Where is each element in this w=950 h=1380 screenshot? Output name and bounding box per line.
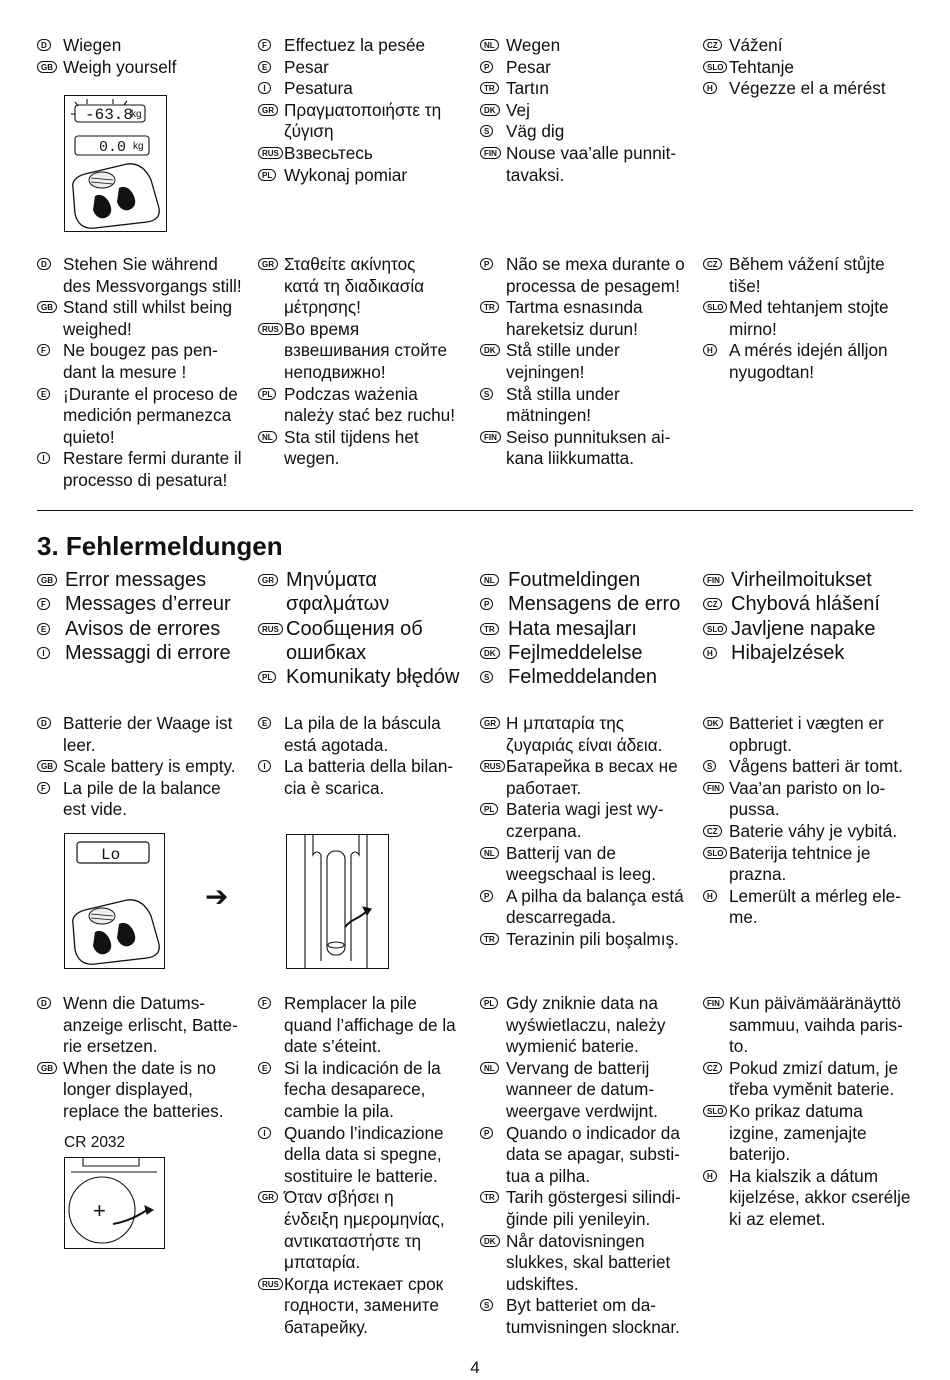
entry-text: Weigh yourself — [63, 56, 177, 77]
language-entry — [480, 1231, 698, 1296]
language-code-badge: H — [703, 82, 717, 94]
language-entry — [480, 121, 695, 143]
s1-col4 — [703, 35, 918, 100]
page-number: 4 — [470, 1358, 480, 1377]
language-entry — [703, 1101, 921, 1166]
language-code-badge: DK — [480, 647, 500, 659]
coin-cell-figure — [64, 1157, 165, 1249]
language-code-badge: FIN — [703, 997, 724, 1009]
language-entry — [258, 1058, 476, 1123]
language-code-badge: F — [37, 782, 50, 794]
s3-col2 — [258, 568, 476, 689]
language-entry — [258, 713, 476, 756]
language-entry — [703, 1166, 921, 1231]
language-entry — [480, 254, 698, 297]
language-entry — [480, 617, 698, 641]
language-entry — [37, 778, 255, 821]
language-code-badge: H — [703, 647, 717, 659]
entry-text: La pile de la balance est vide. — [63, 777, 221, 820]
language-entry — [703, 886, 921, 929]
entry-text: Během vážení stůjte tiše! — [729, 254, 885, 296]
language-code-badge: F — [258, 997, 271, 1009]
entry-text: Bateria wagi jest wy- czerpana. — [506, 799, 664, 841]
entry-text: Hibajelzések — [731, 641, 845, 664]
entry-text: Sta stil tijdens het wegen. — [284, 426, 419, 469]
language-entry — [703, 617, 921, 641]
language-code-badge: I — [258, 82, 271, 94]
s2-col1 — [37, 254, 255, 492]
language-code-badge: P — [480, 61, 493, 73]
entry-text: Ha kialszik a dátum kijelzése, akkor cserélje ki az elemet. — [729, 1165, 911, 1229]
language-code-badge: D — [37, 717, 51, 729]
s1-col1 — [37, 35, 252, 78]
entry-text: Σταθείτε ακίνητος κατά τη διαδικασία μέτρησης! — [284, 254, 425, 318]
arrow-right-icon: ➔ — [205, 881, 229, 912]
entry-text: Batterie der Waage ist leer. — [63, 713, 233, 755]
language-entry — [258, 1274, 476, 1339]
entry-text: Stehen Sie während des Messvorgangs still! — [63, 254, 242, 296]
s3-col3 — [480, 568, 698, 689]
entry-text: Pesar — [506, 56, 551, 77]
entry-text: Med tehtanjem stojte mirno! — [729, 297, 889, 339]
language-entry — [258, 756, 476, 799]
language-entry — [480, 57, 695, 79]
language-entry — [703, 993, 921, 1058]
language-code-badge: P — [480, 890, 493, 902]
plus-icon: + — [93, 1198, 106, 1223]
language-entry — [703, 568, 921, 592]
language-code-badge: GR — [258, 1191, 278, 1203]
language-entry — [703, 340, 921, 383]
language-code-badge: NL — [480, 1062, 499, 1074]
language-code-badge: DK — [703, 717, 723, 729]
language-entry — [480, 384, 698, 427]
s2-col3 — [480, 254, 698, 470]
language-code-badge: P — [480, 258, 493, 270]
language-code-badge: E — [37, 388, 50, 400]
entry-text: Quando o indicador da data se apagar, substi- tua a pilha. — [506, 1122, 680, 1186]
language-code-badge: CZ — [703, 825, 722, 837]
language-entry — [703, 778, 921, 821]
language-code-badge: SLO — [703, 61, 727, 73]
language-code-badge: PL — [258, 388, 276, 400]
language-code-badge: H — [703, 1170, 717, 1182]
language-entry — [703, 78, 918, 100]
s4-col1 — [37, 713, 255, 821]
language-code-badge: GR — [258, 258, 278, 270]
language-code-badge: GR — [258, 104, 278, 116]
entry-text: A mérés idején álljon nyugodtan! — [729, 340, 888, 382]
language-code-badge: FIN — [480, 147, 501, 159]
language-code-badge: S — [703, 760, 716, 772]
language-entry — [480, 713, 698, 756]
language-entry — [480, 78, 695, 100]
language-entry — [258, 143, 473, 165]
entry-text: Tehtanje — [729, 56, 794, 77]
entry-text: Μηνύματα σφαλμάτων — [286, 569, 390, 616]
entry-text: Stå stilla under mätningen! — [506, 383, 620, 426]
entry-text: Väg dig — [506, 121, 565, 142]
language-code-badge: NL — [480, 847, 499, 859]
entry-text: Vaa’an paristo on lo- pussa. — [729, 777, 886, 820]
language-entry — [480, 1058, 698, 1123]
language-entry — [37, 384, 255, 449]
language-entry — [480, 143, 695, 186]
language-code-badge: E — [258, 717, 271, 729]
entry-text: Nouse vaa’alle punnit- tavaksi. — [506, 142, 677, 185]
entry-text: Stand still whilst being weighed! — [63, 297, 233, 339]
language-code-badge: F — [37, 598, 50, 610]
entry-text: Seiso punnituksen ai- kana liikkumatta. — [506, 426, 671, 469]
s4-col2 — [258, 713, 476, 799]
language-code-badge: RUS — [480, 760, 505, 772]
entry-text: Gdy zniknie data na wyświetlaczu, należy wymienić baterie. — [506, 993, 666, 1057]
language-code-badge: D — [37, 997, 51, 1009]
entry-text: Végezze el a mérést — [729, 78, 886, 99]
language-entry — [37, 713, 255, 756]
language-entry — [258, 254, 476, 319]
entry-text: Restare fermi durante il processo di pesatura! — [63, 448, 242, 490]
language-code-badge: SLO — [703, 301, 727, 313]
language-code-badge: GB — [37, 301, 57, 313]
language-entry — [480, 297, 698, 340]
language-code-badge: GB — [37, 1062, 57, 1074]
language-code-badge: FIN — [480, 431, 501, 443]
language-code-badge: CZ — [703, 1062, 722, 1074]
language-code-badge: PL — [480, 803, 498, 815]
language-code-badge: CZ — [703, 39, 722, 51]
language-entry — [480, 799, 698, 842]
s5-col4 — [703, 993, 921, 1231]
language-entry — [480, 886, 698, 929]
language-entry — [480, 340, 698, 383]
entry-text: Όταν σβήσει η ένδειξη ημερομηνίας, αντικαταστήστε τη μπαταρία. — [284, 1187, 445, 1273]
language-code-badge: SLO — [703, 1105, 727, 1117]
language-code-badge: TR — [480, 1191, 499, 1203]
entry-text: Ne bougez pas pen- dant la mesure ! — [63, 340, 218, 382]
language-entry — [258, 617, 476, 666]
entry-text: Wegen — [506, 35, 561, 55]
entry-text: Взвесьтесь — [284, 142, 373, 163]
entry-text: Когда истекает срок годности, замените батарейку. — [284, 1273, 444, 1337]
entry-text: Hata mesajları — [508, 617, 637, 640]
entry-text: Effectuez la pesée — [284, 35, 426, 55]
s2-col2 — [258, 254, 476, 470]
language-code-badge: DK — [480, 104, 500, 116]
language-code-badge: P — [480, 598, 493, 610]
s5-col3 — [480, 993, 698, 1339]
entry-text: Chybová hlášení — [731, 593, 880, 616]
display-weight: -63.8 — [85, 106, 134, 124]
scale-illustration — [73, 900, 160, 964]
entry-text: Avisos de errores — [65, 617, 221, 640]
entry-text: Javljene napake — [731, 617, 876, 640]
weigh-figure — [64, 95, 167, 232]
language-code-badge: S — [480, 671, 493, 683]
entry-text: Foutmeldingen — [508, 569, 641, 591]
language-code-badge: H — [703, 890, 717, 902]
language-code-badge: TR — [480, 301, 499, 313]
language-entry — [258, 1123, 476, 1188]
entry-text: ¡Durante el proceso de medición permanezca quieto! — [63, 383, 238, 447]
language-entry — [258, 78, 473, 100]
language-entry — [258, 319, 476, 384]
display-unit: kg — [131, 109, 142, 120]
language-entry — [480, 35, 695, 57]
language-entry — [480, 993, 698, 1058]
entry-text: Wiegen — [63, 35, 122, 55]
language-entry — [37, 254, 255, 297]
entry-text: La pila de la báscula está agotada. — [284, 713, 441, 755]
language-entry — [480, 100, 695, 122]
language-code-badge: FIN — [703, 782, 724, 794]
language-code-badge: I — [258, 1127, 271, 1139]
s1-col2 — [258, 35, 473, 186]
entry-text: Batterij van de weegschaal is leeg. — [506, 842, 657, 885]
language-code-badge: D — [37, 39, 51, 51]
language-code-badge: PL — [480, 997, 498, 1009]
language-code-badge: GB — [37, 760, 57, 772]
s5-col2 — [258, 993, 476, 1339]
entry-text: A pilha da balança está descarregada. — [506, 885, 684, 928]
entry-text: Stå stille under vejningen! — [506, 340, 620, 382]
language-code-badge: TR — [480, 933, 499, 945]
language-code-badge: I — [258, 760, 271, 772]
language-code-badge: E — [37, 623, 50, 635]
language-entry — [703, 713, 921, 756]
entry-text: Byt batteriet om da- tumvisningen slocknar. — [506, 1295, 680, 1337]
entry-text: Si la indicación de la fecha desaparece, cambie la pila. — [284, 1057, 441, 1121]
entry-text: Pesatura — [284, 78, 353, 99]
entry-text: Podczas ważenia należy stać bez ruchu! — [284, 383, 456, 426]
scale-illustration — [73, 164, 160, 228]
language-code-badge: E — [258, 61, 271, 73]
entry-text: Vej — [506, 99, 530, 120]
language-entry — [37, 568, 255, 592]
language-entry — [258, 427, 476, 470]
language-entry — [480, 929, 698, 951]
section-divider — [37, 510, 913, 511]
language-entry — [37, 993, 255, 1058]
entry-text: Ko prikaz datuma izgine, zamenjajte baterijo. — [729, 1100, 867, 1165]
language-entry — [258, 165, 473, 187]
language-entry — [37, 617, 255, 641]
entry-text: Во время взвешивания стойте неподвижно! — [284, 318, 448, 382]
entry-text: Baterija tehtnice je prazna. — [729, 842, 871, 885]
language-code-badge: TR — [480, 623, 499, 635]
language-entry — [703, 843, 921, 886]
language-entry — [480, 1295, 698, 1338]
entry-text: Πραγματοποιήστε τη ζύγιση — [284, 99, 442, 142]
language-code-badge: TR — [480, 82, 499, 94]
language-entry — [703, 35, 918, 57]
language-entry — [703, 821, 921, 843]
lo-display: Lo — [101, 846, 121, 864]
language-code-badge: RUS — [258, 1278, 283, 1290]
language-code-badge: F — [258, 39, 271, 51]
entry-text: Wenn die Datums- anzeige erlischt, Batte- rie ersetzen. — [63, 993, 238, 1057]
language-code-badge: H — [703, 344, 717, 356]
language-entry — [480, 665, 698, 689]
s1-col3 — [480, 35, 695, 186]
language-code-badge: GR — [258, 574, 278, 586]
entry-text: Pesar — [284, 56, 329, 77]
entry-text: Η μπαταρία της ζυγαριάς είναι άδεια. — [506, 713, 663, 755]
language-code-badge: GB — [37, 574, 57, 586]
language-code-badge: NL — [480, 574, 499, 586]
entry-text: La batteria della bilan- cia è scarica. — [284, 756, 454, 798]
s4-col4 — [703, 713, 921, 929]
entry-text: Vážení — [729, 35, 783, 55]
language-code-badge: F — [37, 344, 50, 356]
language-entry — [258, 1187, 476, 1273]
language-code-badge: E — [258, 1062, 271, 1074]
language-entry — [37, 592, 255, 616]
language-entry — [258, 665, 476, 689]
entry-text: Messaggi di errore — [65, 641, 231, 664]
language-code-badge: RUS — [258, 623, 283, 635]
language-entry — [258, 993, 476, 1058]
language-code-badge: GR — [480, 717, 500, 729]
display-unit-2: kg — [133, 141, 144, 152]
language-entry — [703, 641, 921, 665]
language-entry — [480, 1123, 698, 1188]
entry-text: Baterie váhy je vybitá. — [729, 820, 898, 841]
s2-col4 — [703, 254, 921, 384]
s3-col4 — [703, 568, 921, 665]
language-code-badge: S — [480, 388, 493, 400]
language-entry — [480, 843, 698, 886]
language-entry — [37, 57, 252, 79]
language-code-badge: PL — [258, 671, 276, 683]
lo-figure — [64, 833, 165, 969]
language-code-badge: RUS — [258, 147, 283, 159]
language-entry — [258, 568, 476, 617]
entry-text: Kun päivämääränäyttö sammuu, vaihda paris- to. — [729, 993, 903, 1057]
language-code-badge: I — [37, 452, 50, 464]
language-entry — [703, 57, 918, 79]
language-entry — [480, 1187, 698, 1230]
entry-text: Når datovisningen slukkes, skal batteriet udskiftes. — [506, 1230, 671, 1294]
language-code-badge: DK — [480, 1235, 500, 1247]
language-entry — [258, 35, 473, 57]
language-entry — [258, 384, 476, 427]
entry-text: Батарейка в весах не работает. — [506, 756, 678, 798]
language-entry — [37, 297, 255, 340]
language-code-badge: I — [37, 647, 50, 659]
language-code-badge: NL — [258, 431, 277, 443]
language-code-badge: D — [37, 258, 51, 270]
entry-text: Felmeddelanden — [508, 666, 657, 689]
language-entry — [703, 297, 921, 340]
entry-text: Tartın — [506, 78, 549, 99]
battery-compartment-figure — [286, 834, 389, 969]
language-entry — [480, 568, 698, 592]
entry-text: Fejlmeddelelse — [508, 641, 643, 664]
language-code-badge: S — [480, 1299, 493, 1311]
entry-text: Komunikaty błędów — [286, 666, 460, 689]
entry-text: Terazinin pili boşalmış. — [506, 928, 679, 949]
language-entry — [480, 427, 698, 470]
language-entry — [258, 100, 473, 143]
entry-text: Wykonaj pomiar — [284, 164, 408, 185]
language-entry — [480, 641, 698, 665]
entry-text: Mensagens de erro — [508, 593, 681, 616]
entry-text: Pokud zmizí datum, je třeba vyměnit baterie. — [729, 1057, 899, 1100]
language-entry — [37, 448, 255, 491]
language-code-badge: SLO — [703, 847, 727, 859]
entry-text: Vågens batteri är tomt. — [729, 756, 903, 777]
language-code-badge: FIN — [703, 574, 724, 586]
entry-text: Virheilmoitukset — [731, 569, 872, 591]
language-entry — [37, 340, 255, 383]
entry-text: When the date is no longer displayed, replace the batteries. — [63, 1057, 224, 1121]
entry-text: Scale battery is empty. — [63, 756, 236, 777]
language-code-badge: DK — [480, 344, 500, 356]
entry-text: Batteriet i vægten er opbrugt. — [729, 713, 884, 755]
language-code-badge: GB — [37, 61, 57, 73]
entry-text: Não se mexa durante o processa de pesagem! — [506, 254, 685, 296]
entry-text: Vervang de batterij wanneer de datum- weergave verdwijnt. — [506, 1057, 658, 1121]
entry-text: Remplacer la pile quand l’affichage de la date s’éteint. — [284, 993, 456, 1057]
entry-text: Messages d’erreur — [65, 593, 231, 616]
language-entry — [37, 641, 255, 665]
language-entry — [480, 592, 698, 616]
language-entry — [703, 254, 921, 297]
language-entry — [37, 756, 255, 778]
display-zero: 0.0 — [99, 139, 127, 156]
language-code-badge: CZ — [703, 258, 722, 270]
s4-col3 — [480, 713, 698, 951]
entry-text: Error messages — [65, 569, 207, 591]
entry-text: Lemerült a mérleg ele- me. — [729, 885, 901, 928]
language-entry — [258, 57, 473, 79]
language-entry — [703, 756, 921, 778]
language-code-badge: PL — [258, 169, 276, 181]
language-entry — [37, 1058, 255, 1123]
language-code-badge: NL — [480, 39, 499, 51]
s5-col1 — [37, 993, 255, 1123]
language-entry — [703, 592, 921, 616]
s3-col1 — [37, 568, 255, 665]
language-entry — [480, 756, 698, 799]
language-code-badge: RUS — [258, 323, 283, 335]
language-code-badge: SLO — [703, 623, 727, 635]
entry-text: Tartma esnasında hareketsiz durun! — [506, 297, 643, 339]
language-code-badge: P — [480, 1127, 493, 1139]
language-entry — [37, 35, 252, 57]
entry-text: Tarih göstergesi silindi- ğinde pili yenileyin. — [506, 1187, 681, 1229]
language-code-badge: S — [480, 125, 493, 137]
entry-text: Quando l’indicazione della data si spegne, sostituire le batterie. — [284, 1122, 444, 1186]
language-code-badge: CZ — [703, 598, 722, 610]
section-heading: 3. Fehlermeldungen — [37, 531, 283, 561]
battery-type-label: CR 2032 — [64, 1134, 126, 1151]
entry-text: Сообщения об ошибках — [286, 617, 423, 664]
language-entry — [703, 1058, 921, 1101]
